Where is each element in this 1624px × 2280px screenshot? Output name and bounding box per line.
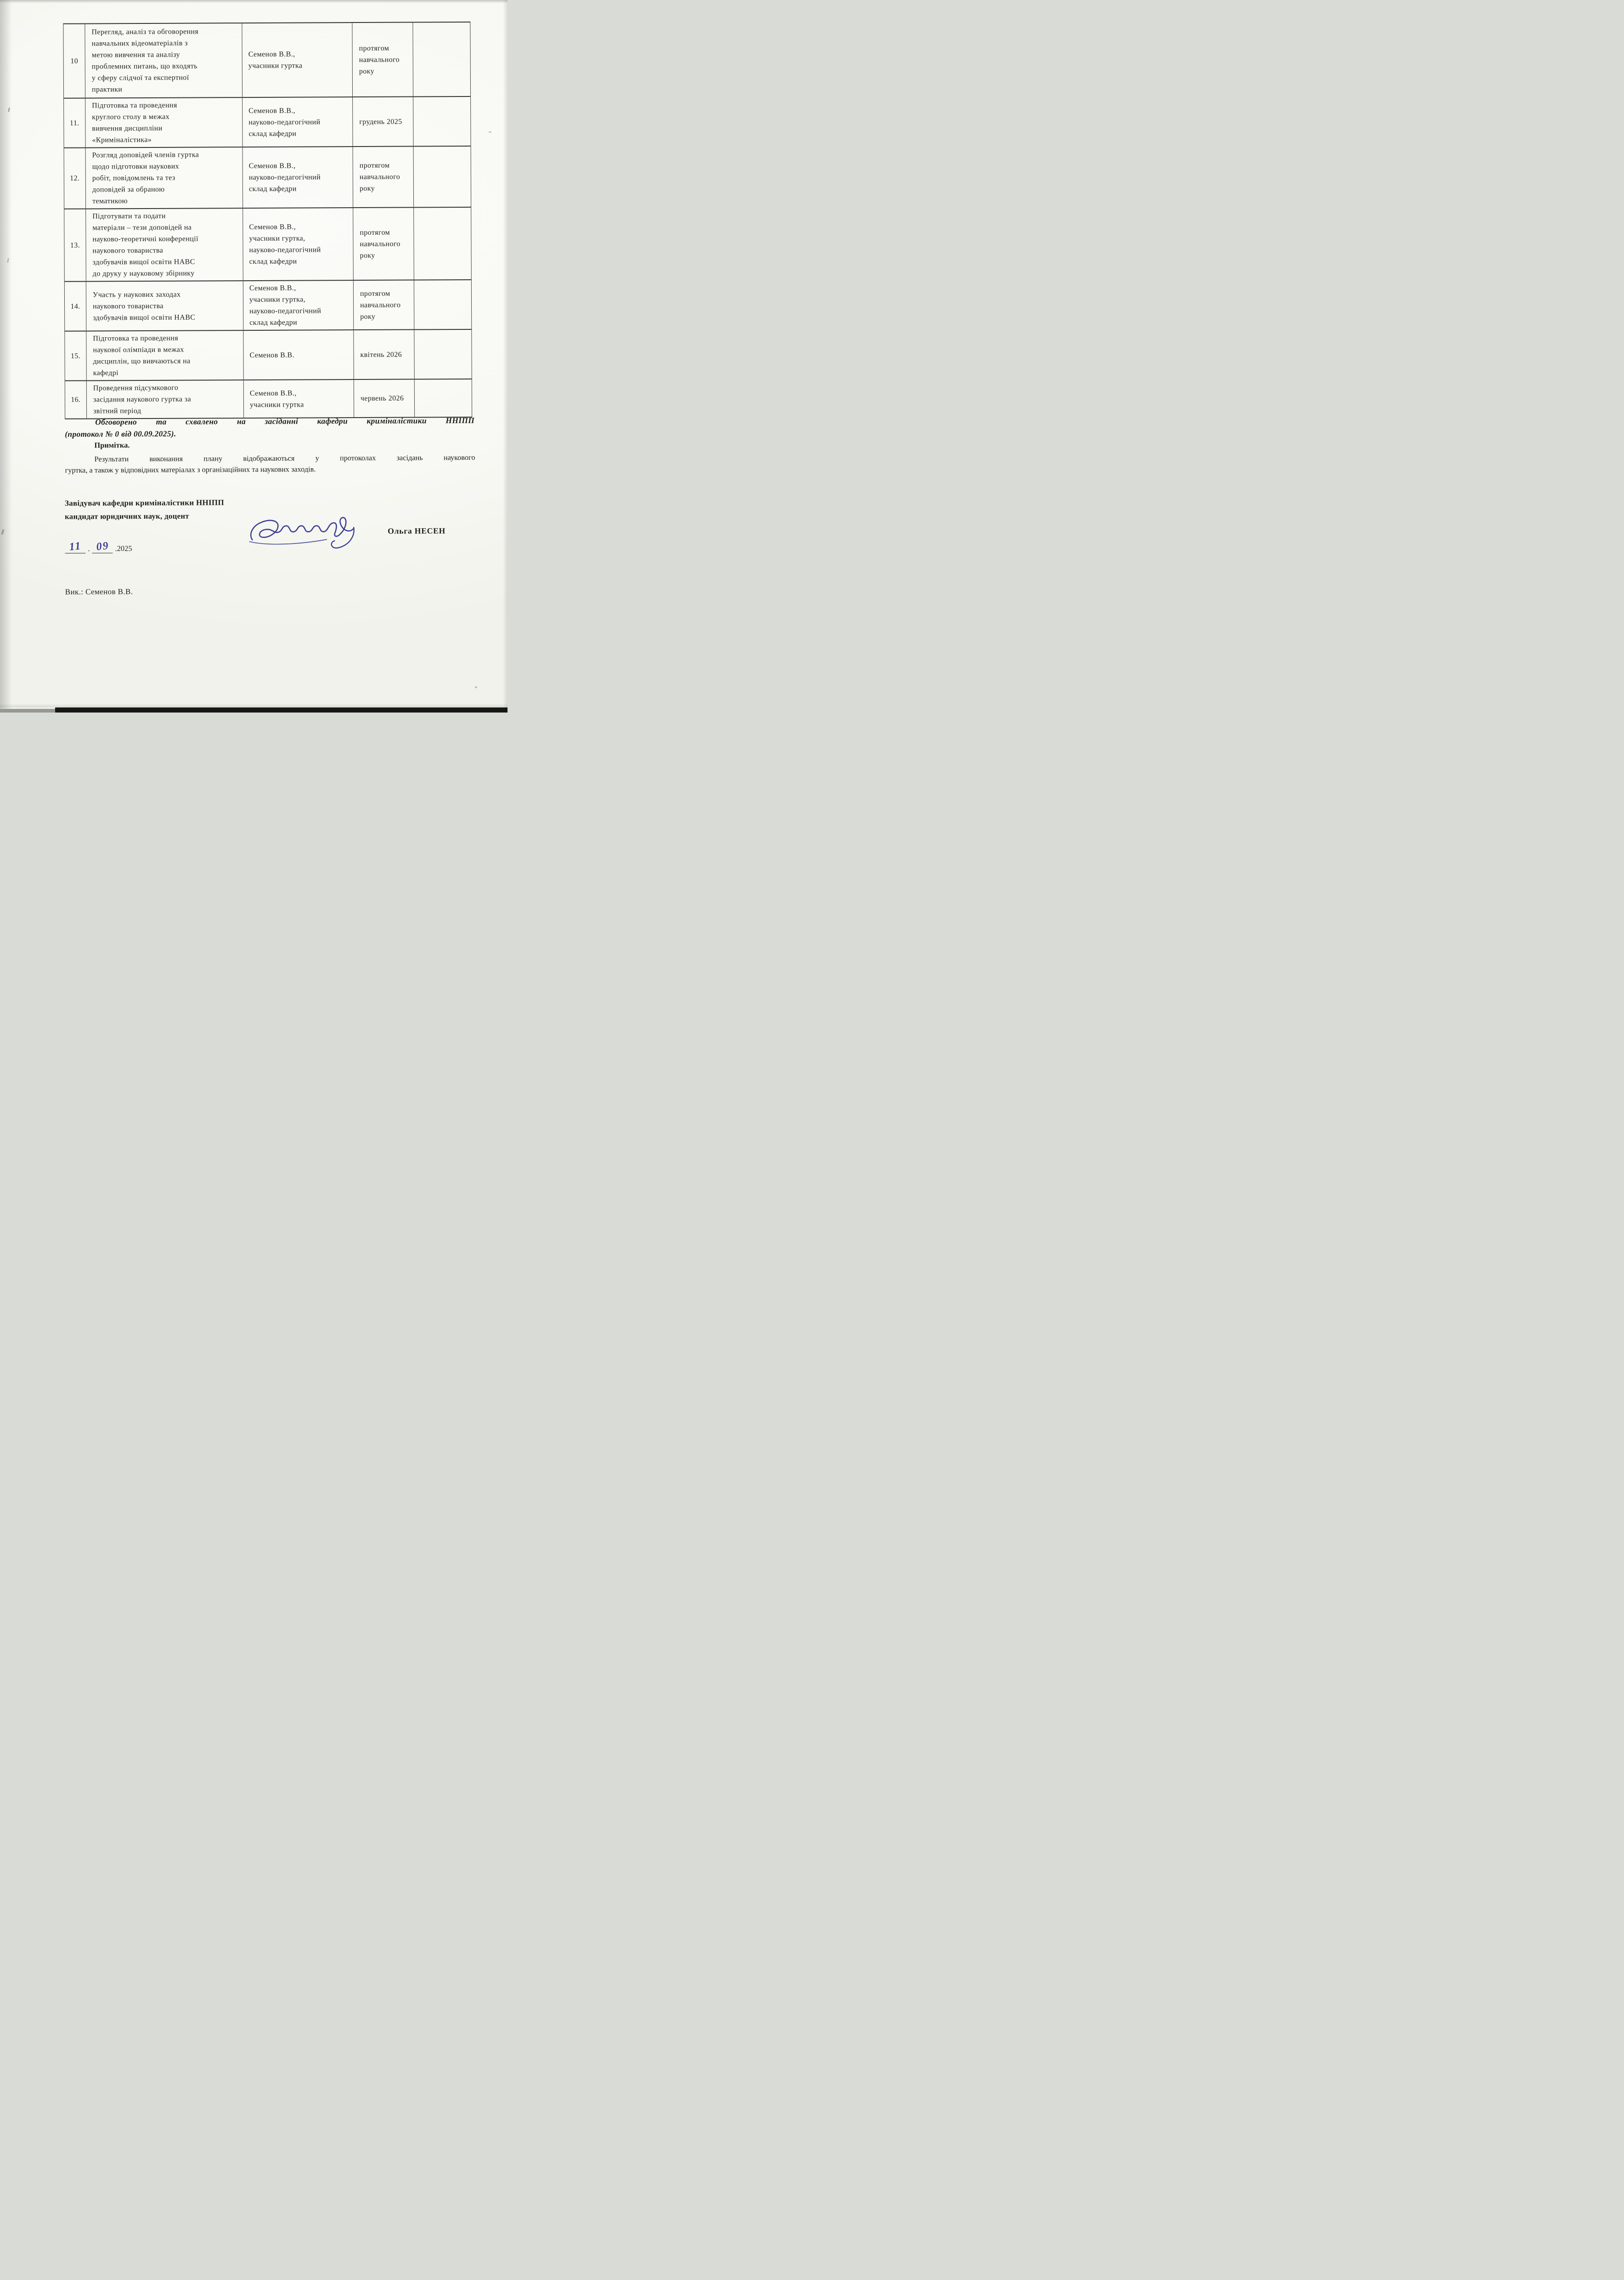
responsible-cell: Семенов В.В., учасники гуртка, науково-педагогічний склад кафедри — [243, 208, 354, 281]
activity-cell: Підготовка та проведення наукової олімпіади в межах дисциплін, що вивчаються на кафедрі — [86, 330, 243, 380]
executor-line: Вик.: Семенов В.В. — [65, 587, 133, 596]
note-cell — [414, 379, 472, 418]
responsible-cell: Семенов В.В., учасники гуртка — [243, 379, 354, 418]
table-row — [65, 379, 472, 419]
responsible-cell: Семенов В.В., учасники гуртка — [242, 23, 353, 97]
activity-cell: Перегляд, аналіз та обговорення навчальних відеоматеріалів з метою вивчення та аналізу проблемних питань, що входять у сферу слідчої та експертної практики — [85, 23, 242, 98]
note-cell — [414, 280, 471, 330]
activity-cell: Підготувати та подати матеріали – тези доповідей на науково-теоретичні конференції наукового товариства здобувачів вищої освіти НАВС до друку у науковому збірнику — [86, 208, 243, 281]
signatory-name: Ольга НЕСЕН — [388, 526, 446, 536]
table-row — [63, 22, 471, 98]
handwritten-signature-ink — [246, 513, 374, 554]
term-cell: протягом навчального року — [353, 146, 414, 208]
note-line-2: гуртка, а також у відповідних матеріалах з організаційних та наукових заходів. — [65, 464, 316, 475]
note-cell — [413, 22, 471, 97]
activity-cell: Розгляд доповідей членів гуртка щодо підготовки наукових робіт, повідомлень та тез доповідей за обраною тематикою — [85, 147, 243, 209]
scanned-document-page — [0, 0, 508, 713]
date-day-handwritten: 11 — [68, 540, 82, 554]
date-separator: . — [88, 544, 90, 553]
note-heading: Примітка. — [94, 441, 130, 450]
term-cell: грудень 2025 — [353, 96, 413, 147]
responsible-cell: Семенов В.В., учасники гуртка, науково-педагогічний склад кафедри — [243, 280, 353, 330]
row-number-cell: 12. — [64, 148, 86, 209]
row-number-cell: 16. — [65, 381, 86, 419]
row-number-cell: 15. — [65, 331, 86, 381]
activity-cell: Проведення підсумкового засідання наукового гуртка за звітний період — [86, 380, 243, 419]
date-year: .2025 — [115, 544, 132, 553]
table-row — [64, 96, 471, 148]
scan-noise-mark — [475, 686, 477, 688]
activity-cell: Участь у наукових заходах наукового товариства здобувачів вищої освіти НАВС — [86, 281, 243, 331]
table-row — [65, 329, 472, 381]
date-line — [65, 539, 132, 554]
row-number-cell: 13. — [64, 209, 86, 282]
scanner-edge-black-segment — [55, 707, 508, 713]
date-day-blank — [65, 539, 85, 554]
note-cell — [413, 96, 471, 147]
plan-table — [63, 22, 472, 419]
note-cell — [414, 207, 472, 280]
activity-cell: Підготовка та проведення круглого столу в межах вивчення дисципліни «Криміналістика» — [85, 97, 242, 147]
row-number-cell: 10 — [63, 24, 85, 98]
approval-line-1: Обговорено та схвалено на засіданні кафедри криміналістики ННІПП — [95, 415, 475, 427]
note-cell — [414, 329, 472, 379]
note-paragraph — [65, 452, 475, 475]
date-month-blank — [92, 539, 113, 553]
term-cell: протягом навчального року — [353, 207, 414, 280]
approval-paragraph — [65, 415, 474, 440]
scan-noise-mark — [489, 131, 491, 133]
note-line-1: Результати виконання плану відображаються у протоколах засідань наукового — [94, 453, 475, 464]
term-cell: квітень 2026 — [354, 329, 414, 379]
note-cell — [413, 146, 471, 208]
responsible-cell: Семенов В.В., науково-педагогічний склад кафедри — [242, 147, 353, 208]
row-number-cell: 11. — [64, 98, 85, 148]
approval-line-2: (протокол № 0 від 00.09.2025). — [65, 429, 176, 439]
scanner-edge-gray-segment — [0, 709, 55, 713]
signatory-role-line-2: кандидат юридичних наук, доцент — [65, 511, 189, 521]
responsible-cell: Семенов В.В., науково-педагогічний склад кафедри — [242, 97, 353, 147]
responsible-cell: Семенов В.В. — [243, 330, 354, 380]
row-number-cell: 14. — [64, 282, 86, 331]
table-row — [64, 146, 471, 209]
date-month-handwritten: 09 — [95, 539, 110, 553]
table-row — [64, 280, 471, 331]
term-cell: червень 2026 — [354, 379, 414, 418]
table-row — [64, 207, 472, 282]
term-cell: протягом навчального року — [352, 22, 413, 97]
scanner-edge-bottom — [0, 707, 508, 713]
signatory-role-line-1: Завідувач кафедри криміналістики ННІПП — [64, 498, 225, 508]
term-cell: протягом навчального року — [353, 280, 414, 330]
document-content — [0, 0, 508, 713]
